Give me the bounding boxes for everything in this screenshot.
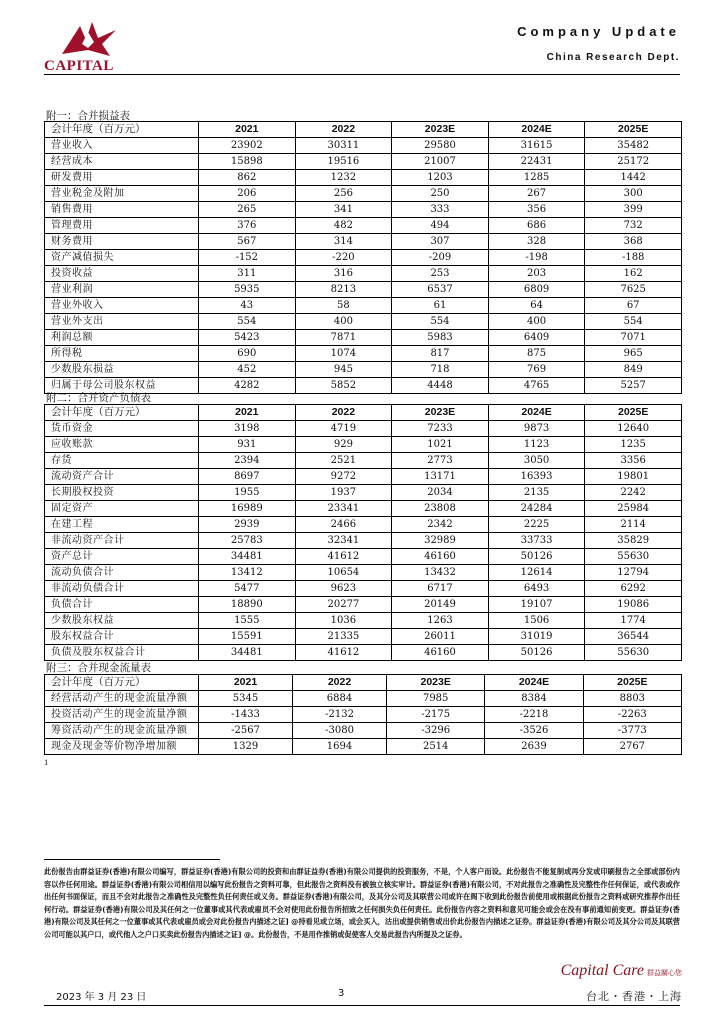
row-value: 2639 [485, 739, 583, 755]
row-value: 35829 [585, 533, 682, 549]
row-value: 399 [585, 202, 682, 218]
table-row [45, 138, 682, 154]
row-value: 6493 [488, 581, 585, 597]
row-value: 67 [585, 298, 682, 314]
row-value: 875 [488, 346, 585, 362]
logo-text: CAPITAL [44, 58, 114, 74]
row-value: 32989 [392, 533, 489, 549]
row-value: 7871 [295, 330, 392, 346]
row-value: 23902 [199, 138, 296, 154]
row-value: 314 [295, 234, 392, 250]
column-header-year: 2025E [585, 122, 682, 138]
row-label: 非流动负债合计 [45, 581, 199, 597]
row-label: 财务费用 [45, 234, 199, 250]
table-row [45, 597, 682, 613]
row-value: 2114 [585, 517, 682, 533]
row-value: 732 [585, 218, 682, 234]
row-label: 流动负债合计 [45, 565, 199, 581]
row-value: 554 [199, 314, 296, 330]
table-row [45, 629, 682, 645]
row-value: 8384 [485, 691, 583, 707]
row-value: 8213 [295, 282, 392, 298]
capital-care-tagline: 群益關心您 [647, 969, 682, 977]
income-statement-title: 附一：合并损益表 [46, 110, 130, 122]
row-value: 12794 [585, 565, 682, 581]
row-value: 862 [199, 170, 296, 186]
row-value: 20149 [392, 597, 489, 613]
table-row [45, 282, 682, 298]
row-value: 25172 [585, 154, 682, 170]
row-value: 10654 [295, 565, 392, 581]
column-header-label: 会计年度（百万元） [45, 405, 199, 421]
row-value: 1774 [585, 613, 682, 629]
row-value: 7071 [585, 330, 682, 346]
row-label: 筹资活动产生的现金流量净额 [45, 723, 199, 739]
row-value: 718 [392, 362, 489, 378]
row-value: 5257 [585, 378, 682, 394]
row-value: 6409 [488, 330, 585, 346]
row-value: 356 [488, 202, 585, 218]
table-row [45, 739, 682, 755]
table-row [45, 330, 682, 346]
row-value: 19801 [585, 469, 682, 485]
row-value: 817 [392, 346, 489, 362]
cash-flow-title: 附三：合并现金流量表 [46, 662, 151, 674]
row-value: 2767 [583, 739, 681, 755]
row-value: 36544 [585, 629, 682, 645]
row-value: 1442 [585, 170, 682, 186]
table-row [45, 501, 682, 517]
row-value: 368 [585, 234, 682, 250]
row-value: 256 [295, 186, 392, 202]
column-header-year: 2022 [293, 675, 387, 691]
row-label: 负债及股东权益合计 [45, 645, 199, 661]
row-label: 营业收入 [45, 138, 199, 154]
row-value: -152 [199, 250, 296, 266]
row-value: 12614 [488, 565, 585, 581]
row-value: 965 [585, 346, 682, 362]
table-row [45, 298, 682, 314]
row-label: 经营成本 [45, 154, 199, 170]
row-value: 333 [392, 202, 489, 218]
row-value: 8803 [583, 691, 681, 707]
row-value: 43 [199, 298, 296, 314]
row-value: 253 [392, 266, 489, 282]
table-row [45, 314, 682, 330]
table-row [45, 170, 682, 186]
row-value: 4719 [295, 421, 392, 437]
row-value: 3050 [488, 453, 585, 469]
row-value: 554 [392, 314, 489, 330]
table-row [45, 421, 682, 437]
row-label: 固定资产 [45, 501, 199, 517]
row-value: 2514 [387, 739, 485, 755]
table-row [45, 533, 682, 549]
row-value: 494 [392, 218, 489, 234]
row-value: 1506 [488, 613, 585, 629]
column-header-year: 2025E [583, 675, 681, 691]
table-row [45, 581, 682, 597]
row-value: 9272 [295, 469, 392, 485]
row-value: 1937 [295, 485, 392, 501]
row-value: 21007 [392, 154, 489, 170]
row-value: 55630 [585, 549, 682, 565]
row-value: 19086 [585, 597, 682, 613]
row-label: 股东权益合计 [45, 629, 199, 645]
row-value: -2175 [387, 707, 485, 723]
row-value: 21335 [295, 629, 392, 645]
row-value: -188 [585, 250, 682, 266]
column-header-label: 会计年度（百万元） [45, 122, 199, 138]
row-value: 41612 [295, 645, 392, 661]
report-type-title: Company Update [517, 24, 680, 39]
row-value: 567 [199, 234, 296, 250]
row-value: 5983 [392, 330, 489, 346]
row-value: 5423 [199, 330, 296, 346]
table-row [45, 723, 682, 739]
row-label: 应收账款 [45, 437, 199, 453]
row-value: 7985 [387, 691, 485, 707]
row-value: 19107 [488, 597, 585, 613]
row-value: 400 [295, 314, 392, 330]
row-value: 9873 [488, 421, 585, 437]
row-label: 少数股东损益 [45, 362, 199, 378]
row-value: 376 [199, 218, 296, 234]
row-value: 945 [295, 362, 392, 378]
row-value: -220 [295, 250, 392, 266]
footer-divider [44, 1005, 680, 1006]
row-label: 资产减值损失 [45, 250, 199, 266]
row-label: 所得税 [45, 346, 199, 362]
row-label: 归属于母公司股东权益 [45, 378, 199, 394]
capital-care-brand [552, 962, 682, 1004]
row-value: 2521 [295, 453, 392, 469]
row-value: 1232 [295, 170, 392, 186]
column-header-year: 2021 [199, 405, 296, 421]
row-value: -2567 [199, 723, 293, 739]
row-value: 30311 [295, 138, 392, 154]
row-value: 6717 [392, 581, 489, 597]
row-label: 少数股东权益 [45, 613, 199, 629]
row-value: 206 [199, 186, 296, 202]
row-value: -3773 [583, 723, 681, 739]
row-value: 5477 [199, 581, 296, 597]
column-header-year: 2024E [488, 405, 585, 421]
row-value: 24284 [488, 501, 585, 517]
row-value: 55630 [585, 645, 682, 661]
capital-care-logo-text: Capital Care [560, 962, 644, 979]
row-label: 流动资产合计 [45, 469, 199, 485]
row-label: 长期股权投资 [45, 485, 199, 501]
office-cities: 台北・香港・上海 [586, 990, 682, 1003]
row-label: 负债合计 [45, 597, 199, 613]
row-value: 2135 [488, 485, 585, 501]
row-value: 4448 [392, 378, 489, 394]
table-row [45, 453, 682, 469]
balance-sheet-table [44, 404, 682, 661]
row-value: 931 [199, 437, 296, 453]
row-label: 非流动资产合计 [45, 533, 199, 549]
column-header-year: 2022 [295, 405, 392, 421]
row-value: 32341 [295, 533, 392, 549]
row-value: 1123 [488, 437, 585, 453]
row-value: 328 [488, 234, 585, 250]
row-value: -3526 [485, 723, 583, 739]
row-value: 16989 [199, 501, 296, 517]
table-row [45, 485, 682, 501]
row-label: 资产总计 [45, 549, 199, 565]
row-value: 13171 [392, 469, 489, 485]
row-value: 316 [295, 266, 392, 282]
row-value: 34481 [199, 549, 296, 565]
row-value: 1329 [199, 739, 293, 755]
row-value: 15898 [199, 154, 296, 170]
row-value: 33733 [488, 533, 585, 549]
row-value: 267 [488, 186, 585, 202]
row-value: 3198 [199, 421, 296, 437]
capital-eagle-icon [58, 20, 120, 58]
table-row [45, 202, 682, 218]
table-row [45, 707, 682, 723]
row-value: 9623 [295, 581, 392, 597]
balance-sheet-title: 附二：合并资产负债表 [46, 392, 151, 404]
table-row [45, 437, 682, 453]
row-label: 存货 [45, 453, 199, 469]
row-value: 50126 [488, 645, 585, 661]
column-header-year: 2024E [485, 675, 583, 691]
row-value: 2242 [585, 485, 682, 501]
column-header-year: 2024E [488, 122, 585, 138]
table-row [45, 250, 682, 266]
table-header-row [45, 405, 682, 421]
row-value: 250 [392, 186, 489, 202]
row-label: 营业利润 [45, 282, 199, 298]
row-value: 22431 [488, 154, 585, 170]
column-header-year: 2023E [392, 122, 489, 138]
row-value: 2773 [392, 453, 489, 469]
row-value: 6537 [392, 282, 489, 298]
row-value: 307 [392, 234, 489, 250]
row-value: 4765 [488, 378, 585, 394]
row-value: 1263 [392, 613, 489, 629]
column-header-year: 2023E [392, 405, 489, 421]
row-value: 26011 [392, 629, 489, 645]
table-row [45, 186, 682, 202]
capital-logo [44, 20, 134, 76]
row-label: 管理费用 [45, 218, 199, 234]
row-value: 5852 [295, 378, 392, 394]
row-label: 销售费用 [45, 202, 199, 218]
row-value: -2263 [583, 707, 681, 723]
row-value: 4282 [199, 378, 296, 394]
disclaimer-text: 此份报告由群益证券(香港)有限公司编写，群益证券(香港)有限公司的投资和由群证益券(香港)有限公司提供的投资服务，不是，个人客户而设。此份报告不能复制或再分发或印刷报告之全部或部份内容以作任何用途。群益证券(香港)有限公司相信用以编写此份报告之资料可靠，但此报告之资料没有被独立核实审计。群益证券(香港)有限公司，不对此报告之准确性及完整性作任何保证，或代表或作出任何书面保证，而且不会对此报告之准确性及完整性负任何责任或义务。群益证券(香港)有限公司，及其分公司及其联营公司或许在阁下收到此份报告前使用或根据此份报告之资料或研究推荐作出任何行动。群益证券(香港)有限公司及其任何之一位董事或其代表或雇员不会对使用此份报告所招致之任何损失负任何责任。此份报告内容之资料和意见可能会或会在没有事前通知前变更。群益证券(香港)有限公司及其任何之一位董事或其代表或雇员或会对此份报告内描述之证] @持看见或立场，或会买入，沽出或提供销售或出价此份报告内描述之证券。群益证券(香港)有限公司及其分公司及其联营公司可能以其户口，或代他人之户口买卖此份报告内描述之证] @。此份报告，不是用作推销或促使客人交易此报告内所提及之证券。 [44, 867, 680, 939]
row-value: 25783 [199, 533, 296, 549]
row-label: 经营活动产生的现金流量净额 [45, 691, 199, 707]
row-value: 849 [585, 362, 682, 378]
row-value: 31019 [488, 629, 585, 645]
table-row [45, 517, 682, 533]
row-value: 341 [295, 202, 392, 218]
row-value: 46160 [392, 645, 489, 661]
row-value: 452 [199, 362, 296, 378]
row-value: -2218 [485, 707, 583, 723]
row-value: 31615 [488, 138, 585, 154]
row-value: 12640 [585, 421, 682, 437]
row-value: 18890 [199, 597, 296, 613]
row-value: 1074 [295, 346, 392, 362]
row-value: 311 [199, 266, 296, 282]
page-number: 3 [338, 988, 345, 999]
row-value: 13412 [199, 565, 296, 581]
row-label: 营业外收入 [45, 298, 199, 314]
row-value: 2342 [392, 517, 489, 533]
row-value: 929 [295, 437, 392, 453]
row-value: 203 [488, 266, 585, 282]
table-row [45, 565, 682, 581]
row-value: 64 [488, 298, 585, 314]
row-label: 研发费用 [45, 170, 199, 186]
row-value: 8697 [199, 469, 296, 485]
report-date: 2023 年 3 月 23 日 [56, 992, 147, 1003]
table-row [45, 346, 682, 362]
row-value: 23341 [295, 501, 392, 517]
income-statement-table [44, 121, 682, 394]
row-value: 2939 [199, 517, 296, 533]
row-value: 400 [488, 314, 585, 330]
row-value: 50126 [488, 549, 585, 565]
table-row [45, 645, 682, 661]
row-value: 265 [199, 202, 296, 218]
row-value: 7625 [585, 282, 682, 298]
table-row [45, 613, 682, 629]
row-value: 2225 [488, 517, 585, 533]
row-value: 23808 [392, 501, 489, 517]
table-row [45, 154, 682, 170]
row-value: 58 [295, 298, 392, 314]
row-value: 7233 [392, 421, 489, 437]
footnote-mark: 1 [44, 759, 49, 767]
table-row [45, 362, 682, 378]
row-value: -1433 [199, 707, 293, 723]
column-header-year: 2021 [199, 675, 293, 691]
row-value: 5935 [199, 282, 296, 298]
column-header-year: 2021 [199, 122, 296, 138]
table-row [45, 469, 682, 485]
row-value: 769 [488, 362, 585, 378]
row-label: 在建工程 [45, 517, 199, 533]
table-header-row [45, 675, 682, 691]
column-header-year: 2022 [295, 122, 392, 138]
row-value: 25984 [585, 501, 682, 517]
row-value: 20277 [295, 597, 392, 613]
row-value: 34481 [199, 645, 296, 661]
column-header-label: 会计年度（百万元） [45, 675, 199, 691]
row-value: 1021 [392, 437, 489, 453]
row-value: 13432 [392, 565, 489, 581]
row-value: 1955 [199, 485, 296, 501]
department-subtitle: China Research Dept. [546, 52, 680, 63]
column-header-year: 2023E [387, 675, 485, 691]
table-row [45, 218, 682, 234]
row-value: 46160 [392, 549, 489, 565]
row-value: 16393 [488, 469, 585, 485]
row-value: -209 [392, 250, 489, 266]
row-value: 2034 [392, 485, 489, 501]
table-row [45, 691, 682, 707]
cash-flow-table [44, 674, 682, 755]
row-value: 19516 [295, 154, 392, 170]
row-value: 1555 [199, 613, 296, 629]
row-value: 35482 [585, 138, 682, 154]
row-value: -3080 [293, 723, 387, 739]
row-value: 690 [199, 346, 296, 362]
table-row [45, 234, 682, 250]
row-value: 1235 [585, 437, 682, 453]
footnote-divider [44, 859, 220, 860]
row-value: 1285 [488, 170, 585, 186]
row-value: -2132 [293, 707, 387, 723]
table-row [45, 549, 682, 565]
row-value: 2394 [199, 453, 296, 469]
row-value: 300 [585, 186, 682, 202]
row-label: 投资活动产生的现金流量净额 [45, 707, 199, 723]
row-value: 15591 [199, 629, 296, 645]
row-value: 61 [392, 298, 489, 314]
row-value: 5345 [199, 691, 293, 707]
table-row [45, 266, 682, 282]
row-label: 货币资金 [45, 421, 199, 437]
row-value: -3296 [387, 723, 485, 739]
row-label: 营业税金及附加 [45, 186, 199, 202]
column-header-year: 2025E [585, 405, 682, 421]
row-value: 3356 [585, 453, 682, 469]
row-value: 1203 [392, 170, 489, 186]
row-value: -198 [488, 250, 585, 266]
row-label: 投资收益 [45, 266, 199, 282]
row-value: 41612 [295, 549, 392, 565]
row-value: 554 [585, 314, 682, 330]
row-value: 162 [585, 266, 682, 282]
row-value: 6809 [488, 282, 585, 298]
row-value: 29580 [392, 138, 489, 154]
row-label: 利润总额 [45, 330, 199, 346]
row-label: 营业外支出 [45, 314, 199, 330]
row-label: 现金及现金等价物净增加额 [45, 739, 199, 755]
row-value: 2466 [295, 517, 392, 533]
header-divider [44, 74, 680, 75]
row-value: 686 [488, 218, 585, 234]
row-value: 1036 [295, 613, 392, 629]
row-value: 482 [295, 218, 392, 234]
row-value: 6884 [293, 691, 387, 707]
table-header-row [45, 122, 682, 138]
row-value: 6292 [585, 581, 682, 597]
row-value: 1694 [293, 739, 387, 755]
